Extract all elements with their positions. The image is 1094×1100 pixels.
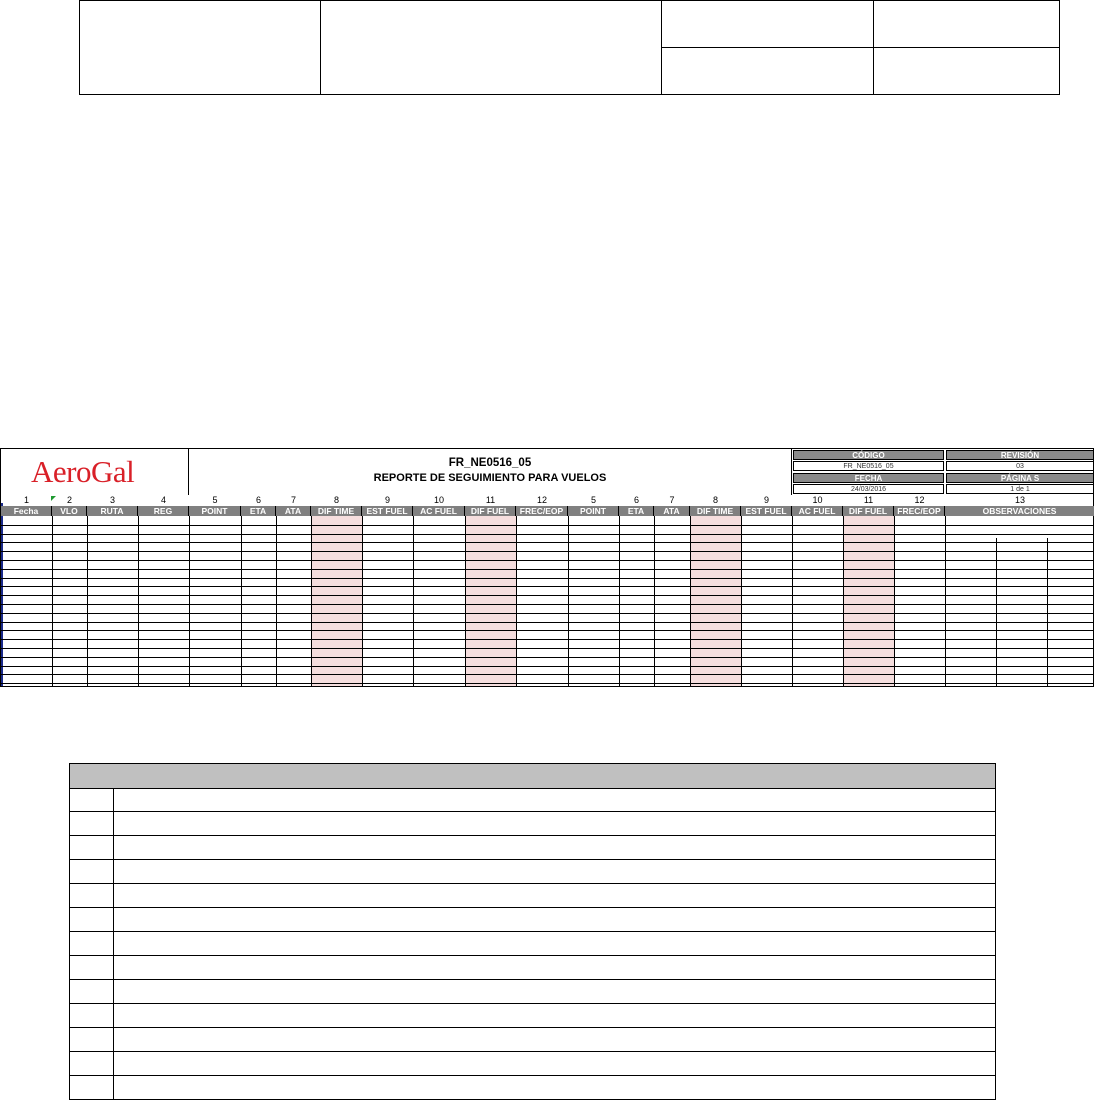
entry-grid (1, 516, 1094, 686)
column-header: POINT (189, 506, 241, 516)
codigo-label: CÓDIGO (793, 450, 944, 460)
notes-row-number-cell (70, 1076, 114, 1100)
codigo-value: FR_NE0516_05 (793, 461, 944, 471)
notes-table-row (70, 812, 995, 836)
flight-tracking-form (0, 448, 1094, 687)
pagina-label: PÁGINA S (946, 473, 1094, 483)
grid-row-line (1, 595, 1094, 596)
notes-table-row (70, 980, 995, 1004)
notes-row-number-cell (70, 812, 114, 835)
column-number: 8 (712, 495, 718, 505)
pagina-value: 1 de 1 (946, 484, 1094, 494)
column-header: ATA (654, 506, 690, 516)
column-header: DIF FUEL (465, 506, 516, 516)
column-number: 12 (536, 495, 547, 505)
grid-row-line (1, 657, 1094, 658)
column-number: 11 (863, 495, 874, 505)
notes-table-row (70, 908, 995, 932)
column-number: 6 (633, 495, 639, 505)
grid-row-line (1, 578, 1094, 579)
grid-row-line (1, 551, 1094, 552)
grid-row-line (1, 683, 1094, 684)
column-header: ETA (619, 506, 654, 516)
grid-row-line (1, 534, 1094, 535)
column-header: EST FUEL (362, 506, 413, 516)
fecha-label: FECHA (793, 473, 944, 483)
notes-table-row (70, 1028, 995, 1052)
notes-row-number-cell (70, 1052, 114, 1075)
column-number: 9 (384, 495, 390, 505)
column-number: 2 (66, 495, 72, 505)
form-title: REPORTE DE SEGUIMIENTO PARA VUELOS (373, 472, 607, 484)
notes-table-row (70, 836, 995, 860)
column-number: 8 (333, 495, 339, 505)
grid-row-line (1, 666, 1094, 667)
column-number: 7 (290, 495, 296, 505)
column-header: AC FUEL (792, 506, 843, 516)
notes-row-number-cell (70, 980, 114, 1003)
column-number: 9 (763, 495, 769, 505)
grid-row-line (1, 630, 1094, 631)
column-number: 1 (23, 495, 29, 505)
notes-row-number-cell (70, 1004, 114, 1027)
revision-label: REVISIÓN (946, 450, 1094, 460)
logo-cell (1, 449, 189, 495)
column-header: DIF TIME (690, 506, 741, 516)
notes-row-number-cell (70, 1028, 114, 1051)
column-header: VLO (52, 506, 87, 516)
column-header: OBSERVACIONES (945, 506, 1094, 516)
notes-table-row (70, 860, 995, 884)
column-header: REG (138, 506, 189, 516)
column-number: 10 (433, 495, 444, 505)
notes-row-number-cell (70, 908, 114, 931)
column-header: DIF FUEL (843, 506, 894, 516)
column-number: 11 (485, 495, 496, 505)
revision-value: 03 (946, 461, 1094, 471)
notes-table-header (70, 764, 995, 789)
grid-row-line (1, 613, 1094, 614)
header-cell-logo (80, 1, 321, 95)
grid-row-line (1, 639, 1094, 640)
column-number-row (1, 496, 1094, 505)
header-cell-revision (874, 1, 1060, 48)
column-number: 6 (255, 495, 261, 505)
grid-row-line (1, 569, 1094, 570)
notes-table (69, 763, 996, 1100)
notes-table-row (70, 884, 995, 908)
notes-table-row (70, 1004, 995, 1028)
column-number: 4 (160, 495, 166, 505)
header-cell-title (321, 1, 662, 95)
grid-row-line (1, 525, 1094, 526)
logo-text: AeroGal (31, 454, 135, 489)
header-cell-page (874, 48, 1060, 95)
notes-row-number-cell (70, 836, 114, 859)
column-header: FREC/EOP (516, 506, 568, 516)
column-number: 13 (1014, 495, 1025, 505)
column-header: RUTA (87, 506, 138, 516)
notes-row-number-cell (70, 860, 114, 883)
column-number: 5 (212, 495, 218, 505)
grid-row-line (1, 674, 1094, 675)
column-header: ATA (276, 506, 311, 516)
grid-row-line (1, 648, 1094, 649)
document-header-table (79, 0, 1060, 95)
notes-row-number-cell (70, 884, 114, 907)
header-cell-code (662, 1, 874, 48)
notes-table-row (70, 1076, 995, 1100)
column-number: 7 (669, 495, 675, 505)
header-cell-date (662, 48, 874, 95)
notes-table-row (70, 932, 995, 956)
grid-row-line (1, 560, 1094, 561)
column-header: Fecha (1, 506, 52, 516)
fecha-value: 24/03/2016 (793, 484, 944, 494)
column-header: ETA (241, 506, 276, 516)
notes-row-number-cell (70, 932, 114, 955)
column-header-row (1, 506, 1094, 516)
cell-comment-marker (51, 496, 56, 501)
column-number: 3 (109, 495, 115, 505)
notes-table-row (70, 788, 995, 812)
column-header: DIF TIME (311, 506, 362, 516)
form-code: FR_NE0516_05 (448, 457, 532, 469)
aerogal-logo (31, 453, 181, 491)
column-number: 5 (590, 495, 596, 505)
column-header: EST FUEL (741, 506, 792, 516)
form-title-cell (189, 449, 792, 495)
notes-table-row (70, 956, 995, 980)
column-header: POINT (568, 506, 619, 516)
column-number: 12 (914, 495, 925, 505)
grid-row-line (1, 622, 1094, 623)
grid-row-line (1, 604, 1094, 605)
grid-row-line (1, 542, 1094, 543)
column-number: 10 (812, 495, 823, 505)
notes-table-row (70, 1052, 995, 1076)
column-header: AC FUEL (413, 506, 465, 516)
column-header: FREC/EOP (894, 506, 945, 516)
notes-row-number-cell (70, 956, 114, 979)
notes-row-number-cell (70, 788, 114, 811)
grid-row-line (1, 586, 1094, 587)
